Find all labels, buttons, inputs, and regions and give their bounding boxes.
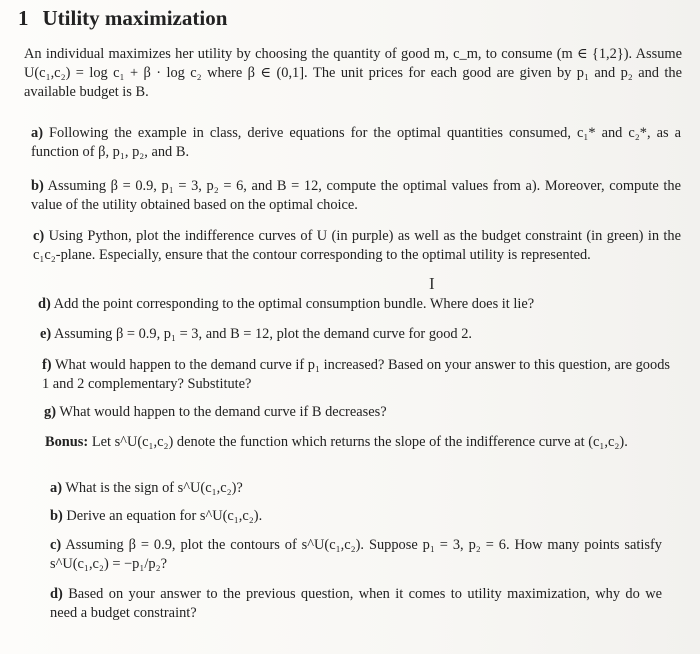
section-title-text: Utility maximization [42, 6, 228, 30]
bonus-text: Let s^U(c₁,c₂) denote the function which returns the slope of the indifference curve at (c₁,c₂). [91, 434, 628, 450]
question-b-label: b) [31, 178, 44, 194]
bonus-item-c-text: Assuming β = 0.9, plot the contours of s^U(c₁,c₂). Suppose p₁ = 3, p₂ = 6. How many points satisfy s^U(c₁,c₂) = −p₁/p₂? [50, 537, 662, 572]
question-g-text: What would happen to the demand curve if B decreases? [59, 404, 387, 420]
bonus-item-a-label: a) [50, 480, 62, 496]
bonus-item-b-text: Derive an equation for s^U(c₁,c₂). [66, 508, 263, 524]
question-f-text: What would happen to the demand curve if p₁ increased? Based on your answer to this question, are goods 1 and 2 complementary? Substitute? [42, 357, 670, 392]
bonus-item-a-text: What is the sign of s^U(c₁,c₂)? [65, 480, 243, 496]
bonus-item-b-label: b) [50, 508, 63, 524]
bonus-item-a [50, 479, 660, 498]
question-g [44, 403, 664, 422]
bonus-item-d [50, 585, 662, 623]
question-c [33, 227, 681, 265]
question-a [31, 124, 681, 162]
question-d-text: Add the point corresponding to the optimal consumption bundle. Where does it lie? [53, 296, 535, 312]
question-c-label: c) [33, 228, 45, 244]
question-g-label: g) [44, 404, 56, 420]
bonus-label: Bonus: [45, 434, 89, 450]
bonus-item-c-label: c) [50, 537, 62, 553]
question-a-label: a) [31, 125, 43, 141]
bonus-item-c [50, 536, 662, 574]
question-b [31, 177, 681, 215]
bonus-item-d-text: Based on your answer to the previous question, when it comes to utility maximization, why do we need a budget constraint? [50, 586, 662, 621]
question-a-text: Following the example in class, derive equations for the optimal quantities consumed, c₁* and c₂*, as a function of β, p₁, p₂, and B. [31, 125, 681, 160]
question-c-text: Using Python, plot the indifference curves of U (in purple) as well as the budget constraint (in green) in the c₁c₂-plane. Especially, ensure that the contour corresponding to the optimal utility is represented. [33, 228, 681, 263]
question-f [42, 356, 670, 394]
bonus-paragraph [45, 433, 665, 452]
question-e [40, 325, 678, 344]
question-b-text: Assuming β = 0.9, p₁ = 3, p₂ = 6, and B = 12, compute the optimal values from a). Moreover, compute the value of the utility obtained based on the optimal choice. [31, 178, 681, 213]
text-cursor-icon: I [429, 274, 435, 293]
section-number: 1 [18, 6, 29, 30]
intro-paragraph: An individual maximizes her utility by choosing the quantity of good m, c_m, to consume (m ∈ {1,2}). Assume U(c₁,c₂) = log c₁ + β · log c₂ where β ∈ (0,1]. The unit prices for each good are given by p₁ and p₂ and the available budget is B. [24, 46, 682, 100]
question-d [38, 295, 678, 314]
question-f-label: f) [42, 357, 52, 373]
section-title [18, 6, 227, 31]
question-e-text: Assuming β = 0.9, p₁ = 3, and B = 12, plot the demand curve for good 2. [54, 326, 472, 342]
question-e-label: e) [40, 326, 52, 342]
question-d-label: d) [38, 296, 51, 312]
bonus-item-d-label: d) [50, 586, 63, 602]
bonus-item-b [50, 507, 660, 526]
